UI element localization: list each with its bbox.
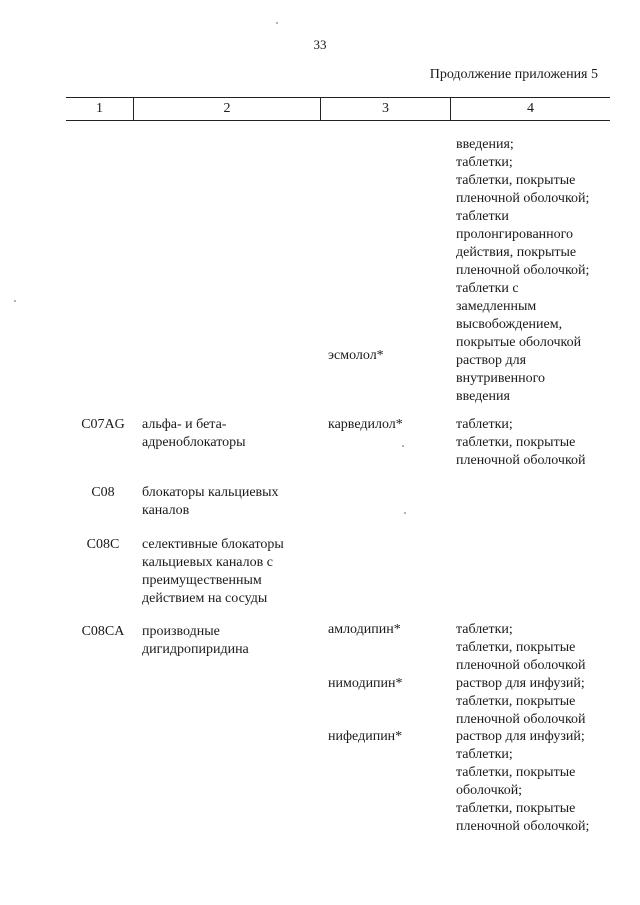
form-line: действия, покрытые <box>456 245 577 260</box>
drug-nifedipine: нифедипин* <box>328 729 403 744</box>
group-line: адреноблокаторы <box>142 435 246 450</box>
form-line: раствор для инфузий; <box>456 729 585 744</box>
drug-carvedilol: карведилол* <box>328 417 403 432</box>
group-line: селективные блокаторы <box>142 537 284 552</box>
form-line: пленочной оболочкой; <box>456 819 590 834</box>
group-c08 <box>142 484 317 520</box>
group-line: дигидропиридина <box>142 642 249 657</box>
form-line: пленочной оболочкой; <box>456 263 590 278</box>
continuation-heading: Продолжение приложения 5 <box>429 67 598 82</box>
scan-speck <box>404 512 406 514</box>
atc-code-c08: C08 <box>91 485 115 500</box>
form-line: таблетки <box>456 209 509 224</box>
form-line: пленочной оболочкой <box>456 712 586 727</box>
atc-code-c08ca: C08CA <box>81 624 125 639</box>
form-line: введения <box>456 389 510 404</box>
header-col-4: 4 <box>450 98 610 120</box>
form-line: пролонгированного <box>456 227 574 242</box>
form-line: таблетки; <box>456 747 513 762</box>
group-c08c <box>142 536 317 608</box>
form-line: таблетки, покрытые <box>456 801 576 816</box>
amlodipine-dosage-forms <box>456 621 608 675</box>
form-line: таблетки; <box>456 155 513 170</box>
scan-speck <box>14 300 16 302</box>
form-line: таблетки, покрытые <box>456 765 576 780</box>
scan-speck <box>402 445 404 447</box>
form-line: введения; <box>456 137 514 152</box>
form-line: раствор для <box>456 353 527 368</box>
drug-nimodipine: нимодипин* <box>328 676 403 691</box>
form-line: таблетки, покрытые <box>456 640 576 655</box>
group-c07ag <box>142 416 317 452</box>
form-line: пленочной оболочкой; <box>456 191 590 206</box>
group-line: действием на сосуды <box>142 591 268 606</box>
group-line: производные <box>142 624 220 639</box>
form-line: высвобождением, <box>456 317 563 332</box>
group-line: каналов <box>142 503 190 518</box>
form-line: таблетки, покрытые <box>456 694 576 709</box>
header-col-1: 1 <box>96 101 103 116</box>
form-line: таблетки с <box>456 281 519 296</box>
form-line: пленочной оболочкой <box>456 453 586 468</box>
form-line: оболочкой; <box>456 783 523 798</box>
scan-speck <box>276 22 278 24</box>
header-col-3: 3 <box>320 98 450 120</box>
form-line: таблетки, покрытые <box>456 173 576 188</box>
nimodipine-dosage-forms <box>456 675 608 729</box>
nifedipine-dosage-forms <box>456 728 608 836</box>
group-line: альфа- и бета- <box>142 417 227 432</box>
atc-code-c07ag: C07AG <box>81 417 125 432</box>
form-line: таблетки, покрытые <box>456 435 576 450</box>
header-col-2: 2 <box>133 98 320 120</box>
drug-esmolol: эсмолол* <box>328 348 384 363</box>
carvedilol-dosage-forms <box>456 416 608 470</box>
group-c08ca <box>142 623 317 659</box>
group-line: блокаторы кальциевых <box>142 485 279 500</box>
group-line: кальциевых каналов с <box>142 555 273 570</box>
form-line: таблетки; <box>456 622 513 637</box>
continued-dosage-forms <box>456 136 608 352</box>
drug-amlodipine: амлодипин* <box>328 622 401 637</box>
form-line: таблетки; <box>456 417 513 432</box>
page-number: 33 <box>313 37 327 52</box>
form-line: раствор для инфузий; <box>456 676 585 691</box>
form-line: покрытые оболочкой <box>456 335 582 350</box>
form-line: замедленным <box>456 299 537 314</box>
form-line: пленочной оболочкой <box>456 658 586 673</box>
esmolol-dosage-forms <box>456 352 608 406</box>
form-line: внутривенного <box>456 371 546 386</box>
table-header <box>66 97 610 121</box>
atc-code-c08c: C08C <box>86 537 120 552</box>
group-line: преимущественным <box>142 573 262 588</box>
